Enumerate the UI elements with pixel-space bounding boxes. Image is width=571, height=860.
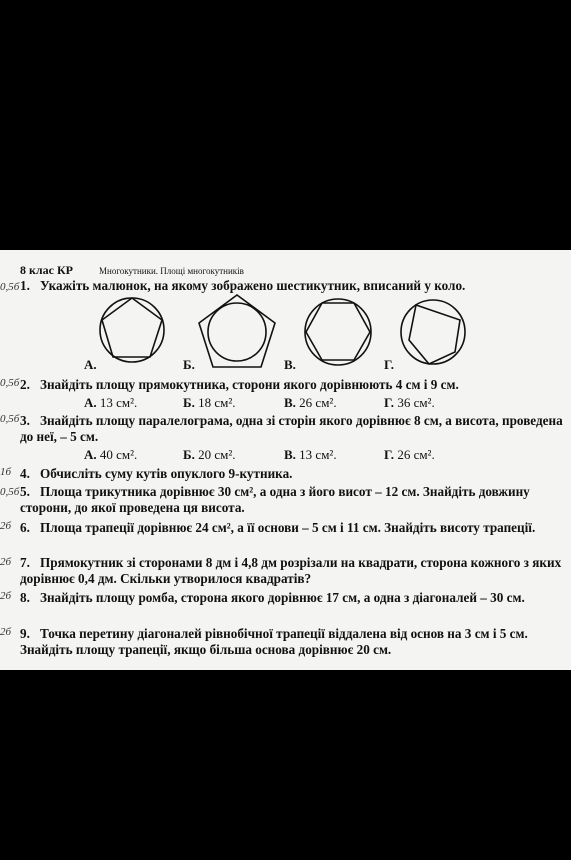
margin-score-3: 0,5б	[0, 413, 20, 425]
answer-option: А. 13 см².	[84, 395, 138, 410]
question-number: 7.	[20, 555, 30, 570]
question-text: Площа трапеції дорівнює 24 см², а її основи – 5 см і 11 см. Знайдіть висоту трапеції.	[40, 520, 536, 535]
figure-v-hexagon-in-circle	[305, 299, 371, 365]
answer-option: Б. 20 см².	[183, 447, 236, 462]
answer-option: Г. 26 см².	[384, 447, 435, 462]
figure-label-g: Г.	[384, 357, 395, 372]
question-number: 4.	[20, 466, 30, 481]
question-text: Знайдіть площу ромба, сторона якого дорівнює 17 см, а одна з діагоналей – 30 см.	[40, 590, 525, 605]
question-number: 3.	[20, 413, 30, 428]
question-number: 6.	[20, 520, 30, 535]
question-text: Точка перетину діагоналей рівнобічної трапеції віддалена від основ на 3 см і 5 см. Знайдіть площу трапеції, якщо більша основа дорівнює 20 см.	[20, 626, 528, 657]
question-4	[20, 466, 567, 482]
answer-option: Г. 36 см².	[384, 395, 435, 410]
margin-score-8: 2б	[0, 590, 12, 602]
question-9	[20, 626, 567, 658]
margin-score-2: 0,5б	[0, 377, 20, 389]
test-title: 8 клас КР	[20, 263, 74, 277]
test-subtitle: Многокутники. Площі многокутників	[99, 266, 244, 276]
question-7	[20, 555, 567, 587]
question-6	[20, 520, 567, 536]
question-number: 1.	[20, 278, 30, 293]
margin-score-1: 0,5б	[0, 281, 20, 293]
question-8	[20, 590, 567, 606]
test-sheet	[0, 250, 571, 670]
question-number: 9.	[20, 626, 30, 641]
margin-score-9: 2б	[0, 626, 12, 638]
question-text: Обчисліть суму кутів опуклого 9-кутника.	[40, 466, 293, 481]
question-1	[20, 278, 567, 294]
sheet-header	[20, 261, 244, 279]
figure-a-pentagon-in-circle	[100, 298, 164, 362]
answer-option: В. 13 см².	[284, 447, 337, 462]
figure-label-a: А.	[84, 357, 97, 372]
margin-score-7: 2б	[0, 556, 12, 568]
question-number: 8.	[20, 590, 30, 605]
question-number: 2.	[20, 377, 30, 392]
question-text: Знайдіть площу прямокутника, сторони якого дорівнюють 4 см і 9 см.	[40, 377, 459, 392]
question-2	[20, 377, 567, 393]
figure-options	[80, 294, 480, 374]
margin-score-6: 2б	[0, 520, 12, 532]
figure-g-pentagon-in-circle	[401, 300, 465, 364]
margin-score-5: 0,5б	[0, 486, 20, 498]
question-text: Площа трикутника дорівнює 30 см², а одна з його висот – 12 см. Знайдіть довжину сторони, до якої проведена ця висота.	[20, 484, 530, 515]
question-number: 5.	[20, 484, 30, 499]
question-5	[20, 484, 567, 516]
question-text: Знайдіть площу паралелограма, одна зі сторін якого дорівнює 8 см, а висота, проведена до неї, – 5 см.	[20, 413, 563, 444]
figure-label-b: Б.	[183, 357, 195, 372]
margin-score-4: 1б	[0, 466, 12, 478]
answer-option: Б. 18 см².	[183, 395, 236, 410]
answer-option: В. 26 см².	[284, 395, 337, 410]
answer-option: А. 40 см².	[84, 447, 138, 462]
figure-b-circle-in-pentagon	[199, 295, 275, 367]
question-text: Прямокутник зі сторонами 8 дм і 4,8 дм розрізали на квадрати, сторона кожного з яких дорівнює 0,4 дм. Скільки утворилося квадратів?	[20, 555, 562, 586]
figure-label-v: В.	[284, 357, 296, 372]
question-text: Укажіть малюнок, на якому зображено шестикутник, вписаний у коло.	[40, 278, 466, 293]
question-3	[20, 413, 567, 445]
